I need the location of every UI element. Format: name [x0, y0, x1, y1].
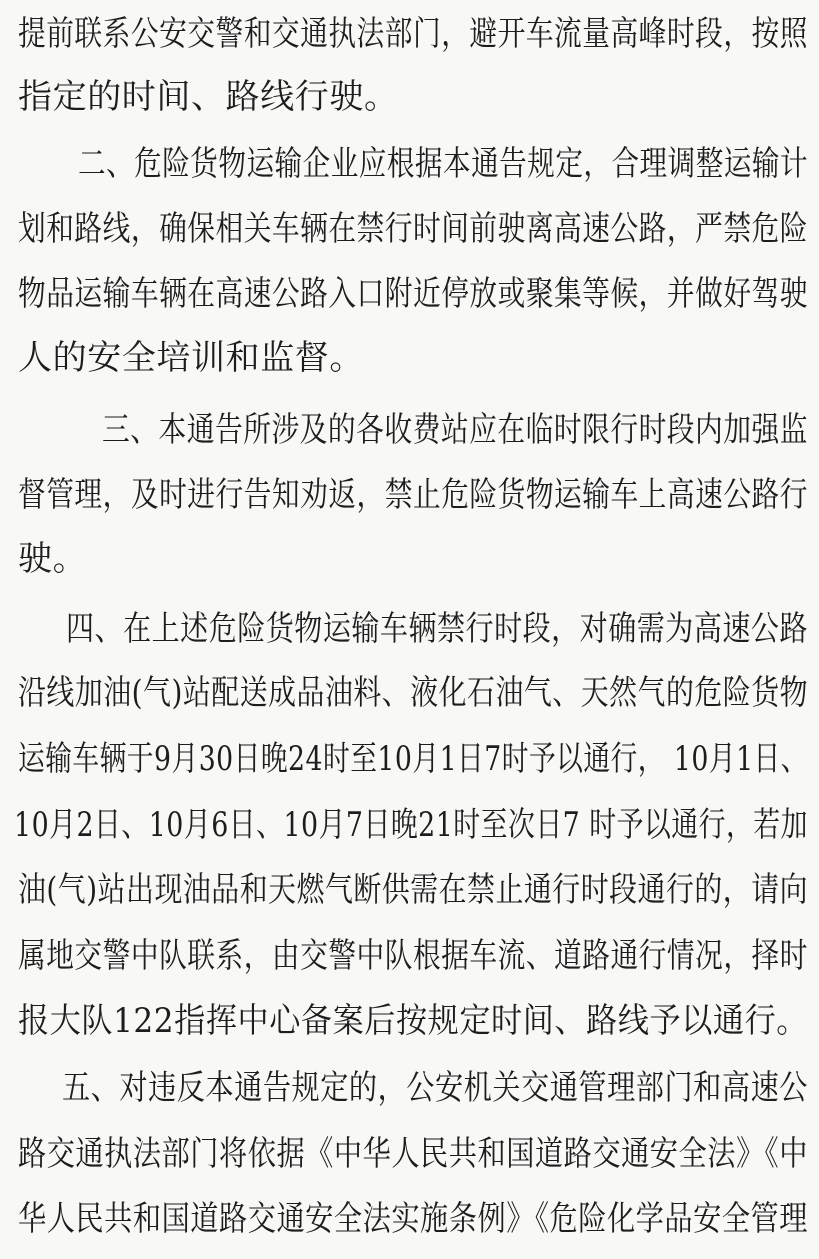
line-text: 驶。: [18, 539, 88, 579]
line-text: 属地交警中队联系，由交警中队根据车流、道路通行情况，择时: [18, 936, 808, 976]
line-text: 沿线加油(气)站配送成品油料、液化石油气、天然气的危险货物: [18, 673, 809, 713]
text-line-11: [0, 655, 819, 731]
line-text: 10月2日、10月6日、10月7日晚21时至次日7 时予以通行，若加: [14, 805, 808, 845]
line-text: 三、本通告所涉及的各收费站应在临时限行时段内加强监: [102, 410, 809, 450]
line-text: 四、在上述危险货物运输车辆禁行时段，对确需为高速公路: [66, 609, 808, 649]
text-line-12: [0, 721, 819, 797]
text-line-14: [0, 852, 819, 928]
line-text: 人的安全培训和监督。: [18, 338, 364, 378]
line-text: 油(气)站出现油品和天燃气断供需在禁止通行时段通行的，请向: [18, 870, 809, 910]
line-text: 路交通执法部门将依据《中华人民共和国道路交通安全法》《中: [18, 1134, 809, 1174]
line-text: 二、危险货物运输企业应根据本通告规定，合理调整运输计: [78, 144, 809, 184]
line-text: 指定的时间、路线行驶。: [18, 77, 399, 117]
text-line-9: [0, 521, 819, 597]
line-text: 提前联系公安交警和交通执法部门，避开车流量高峰时段，按照: [18, 14, 808, 54]
text-line-17: [0, 1050, 819, 1126]
line-text: 报大队122指挥中心备案后按规定时间、路线予以通行。: [18, 1001, 808, 1041]
line-text: 划和路线，确保相关车辆在禁行时间前驶离高速公路，严禁危险: [18, 209, 808, 249]
line-text: 物品运输车辆在高速公路入口附近停放或聚集等候，并做好驾驶: [18, 274, 808, 314]
line-text: 运输车辆于9月30日晚24时至10月1日7时予以通行， 10月1日、: [18, 739, 808, 779]
line-text: 华人民共和国道路交通安全法实施条例》《危险化学品安全管理: [18, 1199, 809, 1239]
text-line-16: [0, 983, 819, 1059]
text-line-19: [0, 1181, 819, 1257]
text-line-6: [0, 320, 819, 396]
line-text: 督管理，及时进行告知劝返，禁止危险货物运输车上高速公路行: [18, 475, 808, 515]
text-line-2: [0, 59, 819, 135]
line-text: 五、对违反本通告规定的，公安机关交通管理部门和高速公: [62, 1068, 808, 1108]
